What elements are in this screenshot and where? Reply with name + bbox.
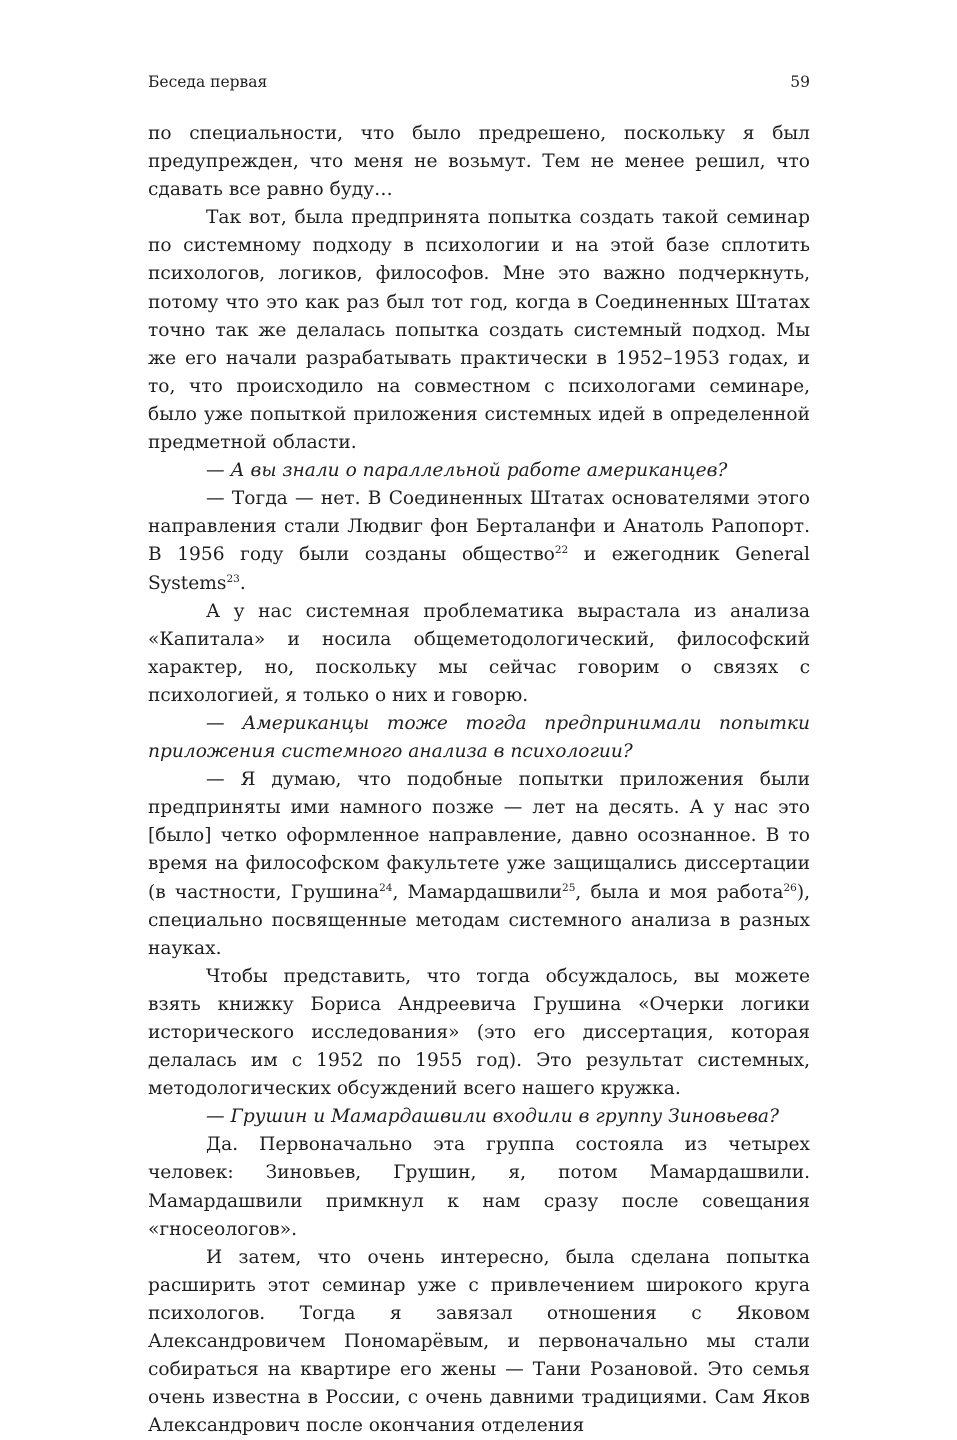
paragraph-text: — Тогда — нет. В Соединенных Штатах основателями этого направления стали Людвиг фон Берталанфи и Анатоль Рапопорт. В 1956 году были созданы общество: [148, 488, 810, 566]
paragraph-text: ), специально посвященные методам системного анализа в разных науках.: [148, 881, 810, 959]
paragraph: А у нас системная проблематика вырастала из анализа «Капитала» и носила общеметодологический, философский характер, но, поскольку мы сейчас говорим о связях с психологией, я только о них и говорю.: [148, 600, 810, 706]
paragraph-text: и ежегодник General Systems: [148, 544, 810, 594]
paragraph: Так вот, была предпринята попытка создать такой семинар по системному подходу в психологии и на этой базе сплотить психологов, логиков, философов. Мне это важно подчеркнуть, потому что это как раз был тот год, когда в Соединенных Штатах точно так же делалась попытка создать системный подход. Мы же его начали разрабатывать практически в 1952–1953 годах, и то, что происходило на совместном с психологами семинаре, было уже попыткой приложения системных идей в определенной предметной области.: [148, 207, 810, 454]
paragraph: Чтобы представить, что тогда обсуждалось, вы можете взять книжку Бориса Андреевича Грушина «Очерки логики исторического исследования» (это его диссертация, которая делалась им с 1952 по 1955 год). Это результат системных, методологических обсуждений всего нашего кружка.: [148, 965, 810, 1100]
question-text: — Грушин и Мамардашвили входили в группу Зиновьева?: [206, 1106, 779, 1128]
interviewer-question: [148, 457, 810, 485]
paragraph: [148, 485, 810, 597]
question-text: — Американцы тоже тогда предпринимали попытки приложения системного анализа в психологии?: [148, 712, 810, 763]
page-number: 59: [790, 73, 810, 91]
page-body: [148, 120, 810, 1440]
footnote-ref: 25: [562, 881, 576, 894]
footnote-ref: 22: [554, 544, 569, 557]
question-text: — А вы знали о параллельной работе американцев?: [206, 460, 728, 482]
paragraph-text: .: [239, 572, 246, 594]
paragraph: [148, 766, 810, 963]
paragraph-text: , была и моя работа: [575, 881, 784, 903]
running-title: Беседа первая: [148, 73, 268, 91]
paragraph: Да. Первоначально эта группа состояла из четырех человек: Зиновьев, Грушин, я, потом Мамардашвили. Мамардашвили примкнул к нам сразу после совещания «гносеологов».: [148, 1134, 810, 1240]
running-header: [148, 70, 810, 94]
paragraph: по специальности, что было предрешено, поскольку я был предупрежден, что меня не возьмут. Тем не менее решил, что сдавать все равно буду…: [148, 123, 810, 201]
footnote-ref: 26: [783, 881, 797, 894]
paragraph: И затем, что очень интересно, была сделана попытка расширить этот семинар уже с привлечением широкого круга психологов. Тогда я завязал отношения с Яковом Александровичем Пономарёвым, и первоначально мы стали собираться на квартире его жены — Тани Розановой. Это семья очень известна в России, с очень давними традициями. Сам Яков Александрович после окончания отделения: [148, 1246, 810, 1437]
interviewer-question: [148, 710, 810, 766]
paragraph-text: , Мамардашвили: [392, 881, 563, 903]
interviewer-question: [148, 1103, 810, 1131]
footnote-ref: 24: [379, 881, 393, 894]
footnote-ref: 23: [226, 572, 240, 585]
paragraph-text: — Я думаю, что подобные попытки приложения были предприняты ими намного позже — лет на десять. А у нас это [было] четко оформленное направление, давно осознанное. В то время на философском факультете уже защищались диссертации (в частности, Грушина: [148, 769, 810, 903]
